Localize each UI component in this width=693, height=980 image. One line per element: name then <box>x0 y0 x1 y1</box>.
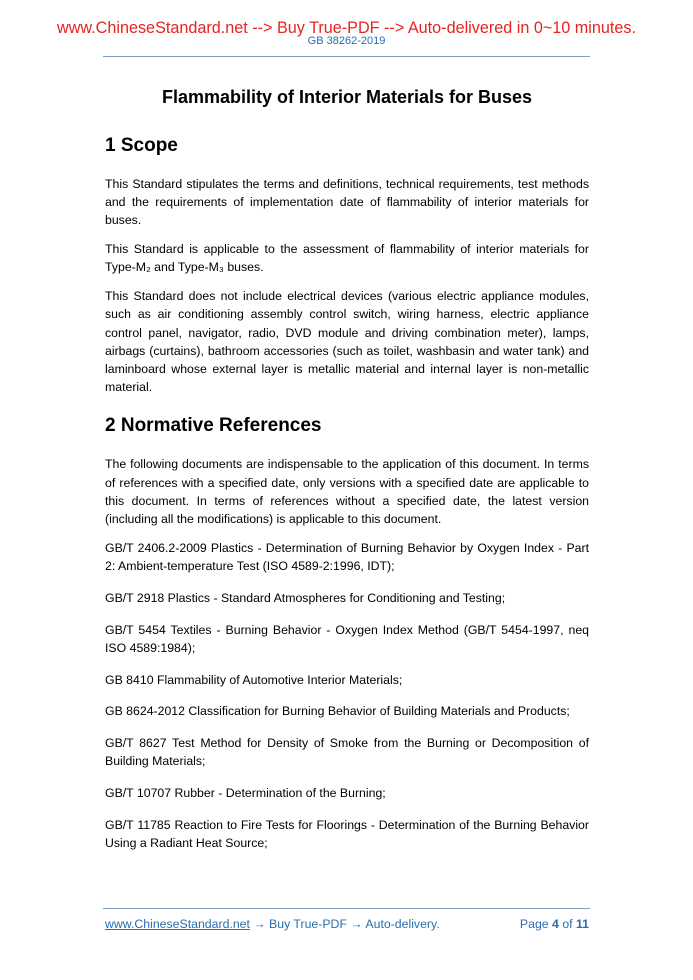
reference-item: GB/T 2918 Plastics - Standard Atmospheres for Conditioning and Testing; <box>105 590 506 605</box>
section-heading-scope: 1 Scope <box>105 135 178 156</box>
footer-trail-text: → Buy True-PDF → Auto-delivery. <box>249 917 440 931</box>
reference-item: GB/T 2406.2-2009 Plastics - Determination of Burning Behavior by Oxygen Index - Part 2: Ambient-temperature Test (ISO 4589-2:1996, IDT); <box>105 540 589 574</box>
page-total: 11 <box>576 917 589 931</box>
footer-divider <box>103 908 590 909</box>
reference-item: GB/T 5454 Textiles - Burning Behavior - Oxygen Index Method (GB/T 5454-1997, neq ISO 4589:1984); <box>105 622 589 655</box>
page-of: of <box>562 917 573 931</box>
top-banner[interactable]: www.ChineseStandard.net --> Buy True-PDF --> Auto-delivered in 0~10 minutes. <box>57 19 636 37</box>
page-label: Page <box>519 917 549 931</box>
footer <box>105 915 589 933</box>
scope-paragraph: This Standard is applicable to the assessment of flammability of interior materials for Type-M₂ and Type-M₃ buses. <box>105 242 589 275</box>
footer-left <box>105 915 440 933</box>
section-heading-references: 2 Normative References <box>105 415 322 437</box>
document-title: Flammability of Interior Materials for Buses <box>161 87 533 107</box>
scope-paragraph: This Standard stipulates the terms and definitions, technical requirements, test methods and the requirements of implementation date of flammability of interior materials for buses. <box>105 177 589 228</box>
standard-code: GB 38262-2019 <box>307 35 386 47</box>
reference-item: GB/T 10707 Rubber - Determination of the Burning; <box>105 786 386 801</box>
scope-paragraph: This Standard does not include electrical devices (various electric appliance modules, such as air conditioning assembly control switch, wiring harness, electric appliance control panel, navigator, radio, DVD module and driving combination meter), lamps, airbags (curtains), bathroom accessories (such as toilet, washbasin and water tank) and laminboard whose external layer is metallic material and internal layer is non-metallic material. <box>105 289 589 395</box>
reference-item: GB 8410 Flammability of Automotive Interior Materials; <box>105 672 403 687</box>
header-divider <box>103 56 590 57</box>
reference-item: GB 8624-2012 Classification for Burning Behavior of Building Materials and Products; <box>105 704 570 719</box>
page-indicator <box>520 915 589 933</box>
reference-item: GB/T 11785 Reaction to Fire Tests for Floorings - Determination of the Burning Behavior Using a Radiant Heat Source; <box>105 818 589 851</box>
page-current: 4 <box>552 917 559 931</box>
footer-site-link[interactable]: www.ChineseStandard.net <box>105 917 250 931</box>
page-content <box>105 86 589 866</box>
section-scope <box>105 134 589 396</box>
references-intro: The following documents are indispensable to the application of this document. In terms of references with a specified date, only versions with a specified date are applicable to this document. In terms of references without a specified date, the latest version (including all the modifications) is applicable to this document. <box>105 457 589 527</box>
section-normative-references <box>105 414 589 852</box>
reference-item: GB/T 8627 Test Method for Density of Smoke from the Burning or Decomposition of Building Materials; <box>105 736 589 769</box>
